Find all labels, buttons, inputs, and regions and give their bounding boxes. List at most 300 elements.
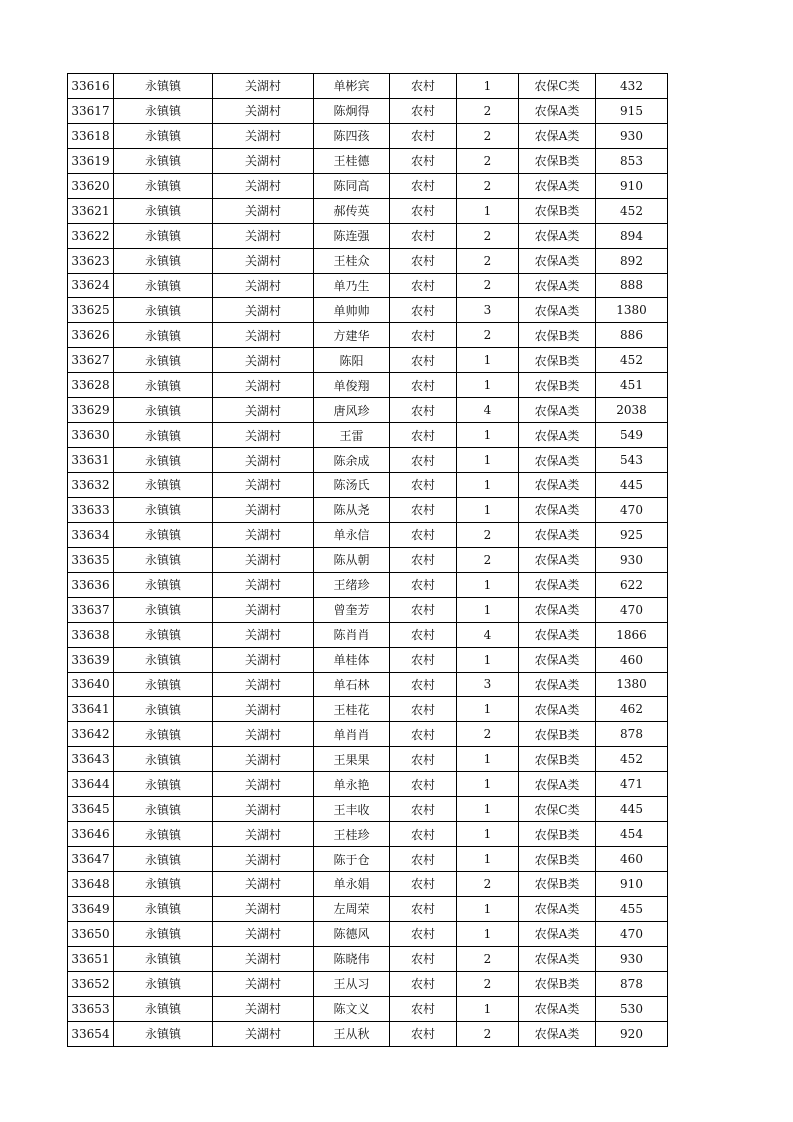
cell-name: 陈四孩 bbox=[314, 123, 390, 148]
cell-town: 永镇镇 bbox=[114, 872, 213, 897]
cell-village: 关湖村 bbox=[213, 747, 314, 772]
cell-amount: 1866 bbox=[596, 622, 668, 647]
cell-id: 33647 bbox=[68, 847, 114, 872]
cell-amount: 462 bbox=[596, 697, 668, 722]
cell-town: 永镇镇 bbox=[114, 348, 213, 373]
cell-village: 关湖村 bbox=[213, 448, 314, 473]
cell-household-count: 2 bbox=[457, 148, 519, 173]
cell-town: 永镇镇 bbox=[114, 971, 213, 996]
cell-household-count: 2 bbox=[457, 98, 519, 123]
cell-name: 单永娟 bbox=[314, 872, 390, 897]
cell-town: 永镇镇 bbox=[114, 522, 213, 547]
cell-id: 33638 bbox=[68, 622, 114, 647]
cell-town: 永镇镇 bbox=[114, 448, 213, 473]
cell-town: 永镇镇 bbox=[114, 896, 213, 921]
table-row bbox=[68, 622, 668, 647]
cell-area-type: 农村 bbox=[390, 373, 457, 398]
cell-category: 农保A类 bbox=[519, 547, 596, 572]
cell-id: 33630 bbox=[68, 423, 114, 448]
cell-area-type: 农村 bbox=[390, 198, 457, 223]
cell-town: 永镇镇 bbox=[114, 298, 213, 323]
cell-amount: 920 bbox=[596, 1021, 668, 1046]
table-row bbox=[68, 572, 668, 597]
cell-town: 永镇镇 bbox=[114, 273, 213, 298]
cell-household-count: 1 bbox=[457, 597, 519, 622]
cell-household-count: 2 bbox=[457, 248, 519, 273]
cell-amount: 470 bbox=[596, 497, 668, 522]
cell-id: 33623 bbox=[68, 248, 114, 273]
cell-amount: 878 bbox=[596, 722, 668, 747]
table-row bbox=[68, 1021, 668, 1046]
cell-category: 农保B类 bbox=[519, 971, 596, 996]
cell-name: 陈于仓 bbox=[314, 847, 390, 872]
cell-id: 33618 bbox=[68, 123, 114, 148]
cell-name: 单桂体 bbox=[314, 647, 390, 672]
cell-town: 永镇镇 bbox=[114, 74, 213, 99]
cell-id: 33640 bbox=[68, 672, 114, 697]
table-row bbox=[68, 647, 668, 672]
cell-household-count: 2 bbox=[457, 946, 519, 971]
cell-town: 永镇镇 bbox=[114, 398, 213, 423]
cell-id: 33646 bbox=[68, 822, 114, 847]
cell-name: 左周荣 bbox=[314, 896, 390, 921]
cell-amount: 530 bbox=[596, 996, 668, 1021]
cell-town: 永镇镇 bbox=[114, 847, 213, 872]
cell-category: 农保A类 bbox=[519, 672, 596, 697]
cell-category: 农保B类 bbox=[519, 847, 596, 872]
cell-name: 单帅帅 bbox=[314, 298, 390, 323]
table-row bbox=[68, 273, 668, 298]
cell-name: 陈炯得 bbox=[314, 98, 390, 123]
cell-id: 33619 bbox=[68, 148, 114, 173]
cell-name: 王丰收 bbox=[314, 797, 390, 822]
cell-town: 永镇镇 bbox=[114, 497, 213, 522]
cell-category: 农保A类 bbox=[519, 98, 596, 123]
cell-household-count: 1 bbox=[457, 198, 519, 223]
table-row bbox=[68, 847, 668, 872]
table-row bbox=[68, 398, 668, 423]
cell-amount: 445 bbox=[596, 473, 668, 498]
cell-category: 农保A类 bbox=[519, 298, 596, 323]
cell-name: 王桂众 bbox=[314, 248, 390, 273]
cell-area-type: 农村 bbox=[390, 74, 457, 99]
cell-area-type: 农村 bbox=[390, 398, 457, 423]
cell-id: 33645 bbox=[68, 797, 114, 822]
cell-id: 33642 bbox=[68, 722, 114, 747]
cell-name: 单永信 bbox=[314, 522, 390, 547]
cell-area-type: 农村 bbox=[390, 921, 457, 946]
cell-village: 关湖村 bbox=[213, 497, 314, 522]
table-row bbox=[68, 597, 668, 622]
cell-amount: 925 bbox=[596, 522, 668, 547]
cell-amount: 2038 bbox=[596, 398, 668, 423]
cell-village: 关湖村 bbox=[213, 772, 314, 797]
cell-household-count: 1 bbox=[457, 822, 519, 847]
cell-amount: 910 bbox=[596, 872, 668, 897]
table-row bbox=[68, 921, 668, 946]
cell-area-type: 农村 bbox=[390, 722, 457, 747]
cell-category: 农保B类 bbox=[519, 373, 596, 398]
cell-village: 关湖村 bbox=[213, 622, 314, 647]
cell-amount: 1380 bbox=[596, 298, 668, 323]
cell-name: 单乃生 bbox=[314, 273, 390, 298]
cell-town: 永镇镇 bbox=[114, 697, 213, 722]
cell-name: 单永艳 bbox=[314, 772, 390, 797]
cell-village: 关湖村 bbox=[213, 123, 314, 148]
cell-household-count: 1 bbox=[457, 996, 519, 1021]
table-row bbox=[68, 423, 668, 448]
cell-amount: 1380 bbox=[596, 672, 668, 697]
cell-town: 永镇镇 bbox=[114, 672, 213, 697]
cell-village: 关湖村 bbox=[213, 248, 314, 273]
cell-category: 农保A类 bbox=[519, 522, 596, 547]
cell-amount: 470 bbox=[596, 597, 668, 622]
cell-amount: 432 bbox=[596, 74, 668, 99]
cell-amount: 460 bbox=[596, 847, 668, 872]
cell-area-type: 农村 bbox=[390, 647, 457, 672]
cell-household-count: 1 bbox=[457, 647, 519, 672]
cell-name: 陈从尧 bbox=[314, 497, 390, 522]
cell-village: 关湖村 bbox=[213, 173, 314, 198]
cell-amount: 930 bbox=[596, 123, 668, 148]
cell-id: 33641 bbox=[68, 697, 114, 722]
cell-town: 永镇镇 bbox=[114, 198, 213, 223]
cell-household-count: 3 bbox=[457, 298, 519, 323]
cell-amount: 910 bbox=[596, 173, 668, 198]
cell-id: 33633 bbox=[68, 497, 114, 522]
cell-id: 33626 bbox=[68, 323, 114, 348]
cell-amount: 454 bbox=[596, 822, 668, 847]
cell-household-count: 1 bbox=[457, 473, 519, 498]
cell-household-count: 1 bbox=[457, 847, 519, 872]
cell-category: 农保C类 bbox=[519, 797, 596, 822]
cell-name: 单肖肖 bbox=[314, 722, 390, 747]
cell-id: 33621 bbox=[68, 198, 114, 223]
cell-town: 永镇镇 bbox=[114, 772, 213, 797]
cell-town: 永镇镇 bbox=[114, 921, 213, 946]
cell-amount: 549 bbox=[596, 423, 668, 448]
cell-amount: 888 bbox=[596, 273, 668, 298]
cell-household-count: 2 bbox=[457, 1021, 519, 1046]
cell-id: 33632 bbox=[68, 473, 114, 498]
cell-town: 永镇镇 bbox=[114, 323, 213, 348]
cell-area-type: 农村 bbox=[390, 772, 457, 797]
cell-village: 关湖村 bbox=[213, 647, 314, 672]
cell-name: 陈余成 bbox=[314, 448, 390, 473]
cell-category: 农保A类 bbox=[519, 1021, 596, 1046]
cell-category: 农保A类 bbox=[519, 123, 596, 148]
cell-town: 永镇镇 bbox=[114, 148, 213, 173]
cell-village: 关湖村 bbox=[213, 198, 314, 223]
cell-name: 唐风珍 bbox=[314, 398, 390, 423]
cell-household-count: 2 bbox=[457, 872, 519, 897]
cell-name: 陈从朝 bbox=[314, 547, 390, 572]
cell-area-type: 农村 bbox=[390, 423, 457, 448]
cell-town: 永镇镇 bbox=[114, 98, 213, 123]
cell-town: 永镇镇 bbox=[114, 1021, 213, 1046]
table-row bbox=[68, 248, 668, 273]
cell-village: 关湖村 bbox=[213, 822, 314, 847]
cell-category: 农保B类 bbox=[519, 747, 596, 772]
cell-village: 关湖村 bbox=[213, 996, 314, 1021]
cell-name: 王从习 bbox=[314, 971, 390, 996]
cell-town: 永镇镇 bbox=[114, 423, 213, 448]
cell-household-count: 1 bbox=[457, 348, 519, 373]
cell-household-count: 1 bbox=[457, 747, 519, 772]
table-row bbox=[68, 722, 668, 747]
cell-area-type: 农村 bbox=[390, 747, 457, 772]
cell-category: 农保A类 bbox=[519, 248, 596, 273]
table-row bbox=[68, 797, 668, 822]
cell-id: 33654 bbox=[68, 1021, 114, 1046]
cell-town: 永镇镇 bbox=[114, 622, 213, 647]
cell-area-type: 农村 bbox=[390, 497, 457, 522]
cell-village: 关湖村 bbox=[213, 398, 314, 423]
cell-name: 陈晓伟 bbox=[314, 946, 390, 971]
cell-town: 永镇镇 bbox=[114, 373, 213, 398]
table-row bbox=[68, 373, 668, 398]
cell-id: 33636 bbox=[68, 572, 114, 597]
cell-name: 陈汤氏 bbox=[314, 473, 390, 498]
cell-household-count: 1 bbox=[457, 772, 519, 797]
cell-area-type: 农村 bbox=[390, 448, 457, 473]
cell-town: 永镇镇 bbox=[114, 797, 213, 822]
cell-amount: 452 bbox=[596, 198, 668, 223]
cell-household-count: 2 bbox=[457, 971, 519, 996]
table-row bbox=[68, 946, 668, 971]
cell-name: 陈文义 bbox=[314, 996, 390, 1021]
cell-village: 关湖村 bbox=[213, 797, 314, 822]
cell-household-count: 1 bbox=[457, 572, 519, 597]
cell-village: 关湖村 bbox=[213, 423, 314, 448]
cell-village: 关湖村 bbox=[213, 373, 314, 398]
cell-area-type: 农村 bbox=[390, 173, 457, 198]
cell-town: 永镇镇 bbox=[114, 248, 213, 273]
cell-name: 王桂德 bbox=[314, 148, 390, 173]
cell-household-count: 2 bbox=[457, 722, 519, 747]
cell-name: 曾奎芳 bbox=[314, 597, 390, 622]
cell-town: 永镇镇 bbox=[114, 547, 213, 572]
cell-id: 33650 bbox=[68, 921, 114, 946]
table-row bbox=[68, 323, 668, 348]
cell-amount: 455 bbox=[596, 896, 668, 921]
table-row bbox=[68, 497, 668, 522]
cell-id: 33639 bbox=[68, 647, 114, 672]
cell-household-count: 2 bbox=[457, 173, 519, 198]
cell-id: 33634 bbox=[68, 522, 114, 547]
cell-category: 农保B类 bbox=[519, 872, 596, 897]
cell-area-type: 农村 bbox=[390, 547, 457, 572]
cell-town: 永镇镇 bbox=[114, 123, 213, 148]
cell-area-type: 农村 bbox=[390, 522, 457, 547]
cell-village: 关湖村 bbox=[213, 298, 314, 323]
table-row bbox=[68, 996, 668, 1021]
cell-amount: 894 bbox=[596, 223, 668, 248]
table-row bbox=[68, 697, 668, 722]
cell-id: 33631 bbox=[68, 448, 114, 473]
table-row bbox=[68, 98, 668, 123]
cell-village: 关湖村 bbox=[213, 323, 314, 348]
cell-area-type: 农村 bbox=[390, 572, 457, 597]
cell-amount: 445 bbox=[596, 797, 668, 822]
cell-town: 永镇镇 bbox=[114, 647, 213, 672]
cell-area-type: 农村 bbox=[390, 1021, 457, 1046]
cell-id: 33637 bbox=[68, 597, 114, 622]
cell-village: 关湖村 bbox=[213, 971, 314, 996]
cell-town: 永镇镇 bbox=[114, 223, 213, 248]
cell-name: 陈同高 bbox=[314, 173, 390, 198]
cell-name: 陈肖肖 bbox=[314, 622, 390, 647]
cell-area-type: 农村 bbox=[390, 348, 457, 373]
cell-household-count: 1 bbox=[457, 697, 519, 722]
cell-town: 永镇镇 bbox=[114, 722, 213, 747]
cell-name: 郝传英 bbox=[314, 198, 390, 223]
cell-village: 关湖村 bbox=[213, 597, 314, 622]
cell-name: 单彬宾 bbox=[314, 74, 390, 99]
cell-area-type: 农村 bbox=[390, 223, 457, 248]
cell-area-type: 农村 bbox=[390, 672, 457, 697]
cell-town: 永镇镇 bbox=[114, 173, 213, 198]
cell-household-count: 1 bbox=[457, 921, 519, 946]
cell-area-type: 农村 bbox=[390, 946, 457, 971]
table-row bbox=[68, 971, 668, 996]
cell-name: 王绪珍 bbox=[314, 572, 390, 597]
table-row bbox=[68, 672, 668, 697]
cell-category: 农保C类 bbox=[519, 74, 596, 99]
cell-category: 农保B类 bbox=[519, 348, 596, 373]
table-row bbox=[68, 223, 668, 248]
cell-category: 农保A类 bbox=[519, 497, 596, 522]
cell-village: 关湖村 bbox=[213, 98, 314, 123]
cell-household-count: 2 bbox=[457, 223, 519, 248]
cell-name: 单俊翔 bbox=[314, 373, 390, 398]
cell-town: 永镇镇 bbox=[114, 473, 213, 498]
table-row bbox=[68, 148, 668, 173]
cell-household-count: 2 bbox=[457, 547, 519, 572]
cell-household-count: 1 bbox=[457, 797, 519, 822]
cell-name: 王果果 bbox=[314, 747, 390, 772]
cell-category: 农保A类 bbox=[519, 896, 596, 921]
cell-town: 永镇镇 bbox=[114, 946, 213, 971]
cell-area-type: 农村 bbox=[390, 123, 457, 148]
cell-id: 33625 bbox=[68, 298, 114, 323]
cell-id: 33622 bbox=[68, 223, 114, 248]
cell-household-count: 1 bbox=[457, 448, 519, 473]
cell-category: 农保B类 bbox=[519, 323, 596, 348]
cell-household-count: 4 bbox=[457, 622, 519, 647]
cell-village: 关湖村 bbox=[213, 148, 314, 173]
table-row bbox=[68, 123, 668, 148]
cell-name: 王雷 bbox=[314, 423, 390, 448]
cell-amount: 471 bbox=[596, 772, 668, 797]
cell-town: 永镇镇 bbox=[114, 597, 213, 622]
cell-category: 农保A类 bbox=[519, 398, 596, 423]
cell-household-count: 1 bbox=[457, 373, 519, 398]
cell-category: 农保A类 bbox=[519, 647, 596, 672]
cell-name: 王桂花 bbox=[314, 697, 390, 722]
table-row bbox=[68, 448, 668, 473]
table-row bbox=[68, 348, 668, 373]
cell-amount: 886 bbox=[596, 323, 668, 348]
cell-village: 关湖村 bbox=[213, 847, 314, 872]
cell-id: 33627 bbox=[68, 348, 114, 373]
table-row bbox=[68, 74, 668, 99]
cell-amount: 622 bbox=[596, 572, 668, 597]
cell-town: 永镇镇 bbox=[114, 747, 213, 772]
cell-name: 方建华 bbox=[314, 323, 390, 348]
cell-category: 农保A类 bbox=[519, 423, 596, 448]
cell-category: 农保A类 bbox=[519, 223, 596, 248]
cell-id: 33624 bbox=[68, 273, 114, 298]
cell-household-count: 2 bbox=[457, 522, 519, 547]
cell-id: 33635 bbox=[68, 547, 114, 572]
cell-village: 关湖村 bbox=[213, 522, 314, 547]
cell-category: 农保B类 bbox=[519, 148, 596, 173]
cell-area-type: 农村 bbox=[390, 298, 457, 323]
table-row bbox=[68, 473, 668, 498]
cell-name: 王从秋 bbox=[314, 1021, 390, 1046]
cell-village: 关湖村 bbox=[213, 896, 314, 921]
cell-id: 33648 bbox=[68, 872, 114, 897]
cell-area-type: 农村 bbox=[390, 697, 457, 722]
cell-id: 33617 bbox=[68, 98, 114, 123]
cell-town: 永镇镇 bbox=[114, 822, 213, 847]
cell-category: 农保A类 bbox=[519, 622, 596, 647]
cell-id: 33652 bbox=[68, 971, 114, 996]
cell-household-count: 1 bbox=[457, 423, 519, 448]
table-row bbox=[68, 896, 668, 921]
cell-village: 关湖村 bbox=[213, 348, 314, 373]
cell-area-type: 农村 bbox=[390, 872, 457, 897]
cell-area-type: 农村 bbox=[390, 148, 457, 173]
table-row bbox=[68, 298, 668, 323]
cell-category: 农保B类 bbox=[519, 822, 596, 847]
cell-village: 关湖村 bbox=[213, 473, 314, 498]
cell-category: 农保A类 bbox=[519, 946, 596, 971]
cell-category: 农保A类 bbox=[519, 448, 596, 473]
cell-category: 农保A类 bbox=[519, 921, 596, 946]
cell-area-type: 农村 bbox=[390, 597, 457, 622]
cell-area-type: 农村 bbox=[390, 797, 457, 822]
cell-category: 农保A类 bbox=[519, 996, 596, 1021]
cell-amount: 543 bbox=[596, 448, 668, 473]
cell-id: 33644 bbox=[68, 772, 114, 797]
cell-village: 关湖村 bbox=[213, 547, 314, 572]
cell-category: 农保A类 bbox=[519, 597, 596, 622]
cell-area-type: 农村 bbox=[390, 971, 457, 996]
table-row bbox=[68, 198, 668, 223]
table-row bbox=[68, 522, 668, 547]
cell-category: 农保A类 bbox=[519, 572, 596, 597]
cell-id: 33620 bbox=[68, 173, 114, 198]
cell-name: 陈连强 bbox=[314, 223, 390, 248]
cell-town: 永镇镇 bbox=[114, 572, 213, 597]
cell-area-type: 农村 bbox=[390, 323, 457, 348]
cell-amount: 452 bbox=[596, 747, 668, 772]
cell-category: 农保A类 bbox=[519, 473, 596, 498]
cell-category: 农保B类 bbox=[519, 722, 596, 747]
cell-amount: 915 bbox=[596, 98, 668, 123]
cell-name: 陈德风 bbox=[314, 921, 390, 946]
cell-amount: 451 bbox=[596, 373, 668, 398]
cell-household-count: 1 bbox=[457, 497, 519, 522]
cell-area-type: 农村 bbox=[390, 822, 457, 847]
cell-category: 农保A类 bbox=[519, 173, 596, 198]
cell-area-type: 农村 bbox=[390, 622, 457, 647]
cell-household-count: 2 bbox=[457, 323, 519, 348]
cell-name: 单石林 bbox=[314, 672, 390, 697]
cell-area-type: 农村 bbox=[390, 98, 457, 123]
